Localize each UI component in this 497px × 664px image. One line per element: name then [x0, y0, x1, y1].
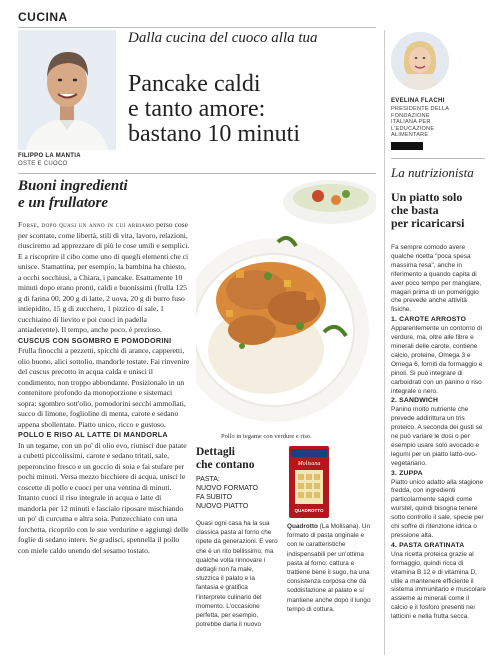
- recipe-heading-pollo: POLLO E RISO AL LATTE DI MANDORLA: [18, 430, 168, 439]
- left-subhead: [18, 178, 188, 212]
- role-line: L'EDUCAZIONE: [391, 125, 435, 132]
- divider-top: [18, 27, 376, 28]
- nutri-intro: Fa sempre comodo avere qualche ricetta "poca spesa massima resa", anche in riferimento a quando capita di aver poco tempo per mangiare, magari prima di un pomeriggio che prevede anche attività fisiche.: [391, 244, 482, 314]
- dettagli-title-line: Dettagli: [196, 446, 235, 458]
- nutri-item-heading: 2. SANDWICH: [391, 397, 439, 405]
- kicker-line: FA SUBITO: [196, 494, 233, 501]
- role-line: PRESIDENTE DELLA: [391, 106, 450, 112]
- pack-name-text: QUADROTTO: [294, 508, 324, 513]
- column-title: [391, 191, 483, 230]
- food-photo: [196, 180, 376, 430]
- role-line: ALIMENTARE: [391, 132, 429, 139]
- lead-caps: Forse, dopo quasi un anno in cui abbiamo: [18, 220, 155, 229]
- chef-photo: [18, 30, 116, 150]
- chef-role: OSTE E CUOCO: [18, 161, 68, 167]
- nutritionist-body: [391, 244, 486, 622]
- headline-line: e tanto amore:: [128, 96, 266, 122]
- divider-mid: [18, 173, 376, 174]
- headline-line: bastano 10 minuti: [128, 121, 300, 147]
- nutri-item-heading: 1. CAROTE ARROSTO: [391, 316, 467, 324]
- quadrotto-body: [287, 522, 375, 614]
- column-label: La nutrizionista: [391, 165, 474, 180]
- article-headline: [128, 72, 368, 147]
- quadrotto-lead: Quadrotto: [287, 523, 318, 530]
- recipe-heading-cuscus: CUSCUS CON SGOMBRO E POMODORINI: [18, 335, 172, 345]
- author-photo: [391, 32, 449, 90]
- paragraph-intro: [18, 220, 190, 336]
- subhead-line: Buoni ingredienti: [18, 178, 128, 194]
- nutri-item-text: Panino molto nutriente che prevede addirittura un tris proteico. A seconda dei gusti se ne può variare le dosi o per esempio usare solo avocado e legumi per un piatto latto-ovo-vegetariano.: [391, 406, 483, 467]
- headline-line: Pancake caldi: [128, 71, 261, 97]
- pack-brand-text: Molisana: [297, 461, 321, 467]
- dettagli-title: [196, 446, 276, 472]
- nutri-item-text: Una ricetta proteica grazie al formaggio, quindi ricca di vitamina B 12 e di vitamina D, utile a mantenere efficiente il sistema immunitario e muscolare assieme ai minerali come il calcio e il fosforo presenti nei latticini e nella frutta secca.: [391, 550, 487, 621]
- kicker-line: NUOVO PIATTO: [196, 503, 249, 510]
- pasta-package-photo: [287, 446, 331, 518]
- food-caption: Pollo in tegame con verdure e riso.: [221, 433, 312, 440]
- author-name: EVELINA FLACHI: [391, 98, 445, 104]
- section-label: CUCINA: [18, 10, 68, 24]
- dettagli-title-line: che contano: [196, 459, 255, 471]
- column-title-line: per ricaricarsi: [391, 216, 465, 230]
- nutri-item-text: Piatto unico adatto alla stagione fredda, con ingredienti particolarmente sapidi come wurstel, quindi bisogna tenere sotto controllo il sale, specie per chi soffre di ritenzione idrica o pressione alta.: [391, 478, 484, 539]
- dettagli-kicker: [196, 475, 280, 511]
- decorative-bar: [391, 142, 423, 150]
- role-line: ITALIANA PER: [391, 119, 431, 126]
- kicker-line: NUOVO FORMATO: [196, 485, 258, 492]
- quadrotto-text: (La Molisana). Un formato di pasta originale e con le caratteristiche indispensabili per un'ottima pasta al forno: cattura e trattiene bene il sugo, ha una consistenza corposa che dà soddisfazione al palato e si mantiene anche dopo il lungo tempo di cottura.: [287, 523, 371, 613]
- intro-text: perso cose per scontate, come libertà, stili di vita, lavoro, relazioni, riusciremo ad apprezzare di più le cose umili e semplici. E a riscoprire il cibo come uno di quegli elementi che ci unisce. Stamattina, per esempio, la bambina ha chiesto, a occhi socchiusi, a Chiara, i pancake. Esattamente 10 minuti dopo erano pronti, caldi e buonissimi (frulla 125 g di farina 00, 200 g di latte, 2 uova, 20 g di burro fuso intiepidito, 15 g di zucchero, 1 pizzico di sale, 1 cucchiaino di lievito e poi cuoci in padella antiaderente). Il tempo, anche poco, è prezioso.: [18, 220, 190, 334]
- nutri-item-heading: 3. ZUPPA: [391, 469, 423, 477]
- nutri-item-heading: 4. PASTA GRATINATA: [391, 541, 465, 549]
- paragraph-cuscus: Frulla finocchi a pezzetti, spicchi di arance, capperetti, olio buono, alici sottolio, mandorle tostate. Fai rinvenire del cuscus precotto in acqua calda e unisci il condimento, non troppo abbondante. Posizionalo in un contenitore profondo da monoporzione e sistemaci sopra: sgombro sott'olio, pomodorini secchi ammollati, succo di limone, foglioline di menta, carote e sedano appena sbollentate. Piatto unico, ricco e gustoso.: [18, 346, 190, 429]
- left-column-body: [18, 220, 190, 556]
- column-title-line: che basta: [391, 203, 439, 217]
- paragraph-pollo: In un tegame, con un po' di olio evo, riunisci due patate a cubetti piccolissimi, carote e sedano tritati, sale, peperoncino fresco e un goccio di soia e fai stufare per pochi minuti. Versa mezzo bicchiere di acqua, unisci le coscette di pollo e cuoci per una ventina di minuti. Intanto cuoci il riso integrale in acqua e latte di mandorla per 12 minuti e lascialo riposare mischiando un po' di curcuma e altra soia. Punzecchiato con una forchetta, ricoprilo con le sue verdurine e aggiungi delle foglie di sedano intere. Se gradisci, spennella il pollo con miele caldo unendo del sesamo tostato.: [18, 440, 189, 555]
- article-kicker: Dalla cucina del cuoco alla tua: [128, 30, 318, 46]
- column-divider: [384, 30, 385, 655]
- subhead-line: e un frullatore: [18, 195, 109, 211]
- kicker-line: PASTA:: [196, 476, 220, 483]
- chef-name: FILIPPO LA MANTIA: [18, 153, 81, 159]
- dettagli-body: Quasi ogni casa ha la sua classica pasta al forno che ripete da generazioni. E vero che è un rito bellissimo, ma qualche volta rinnovare i dettagli non fa male, stuzzica il palato e la fantasia e gratifica l'interprete culinario del momento. L'occasione perfetta, per esempio, potrebbe darla il nuovo: [196, 520, 278, 629]
- divider-right: [391, 158, 485, 159]
- role-line: FONDAZIONE: [391, 112, 430, 119]
- column-title-line: Un piatto solo: [391, 190, 463, 204]
- nutri-item-text: Apparentemente un contorno di verdure, ma, oltre alle fibre e minerali delle carote, contiene calcio, proteine, Omega 3 e Omega 6, forniti da formaggio e pinoli. Si può integrare di carboidrati con un panino o riso integrale o nero.: [391, 325, 483, 395]
- author-role: [391, 106, 486, 139]
